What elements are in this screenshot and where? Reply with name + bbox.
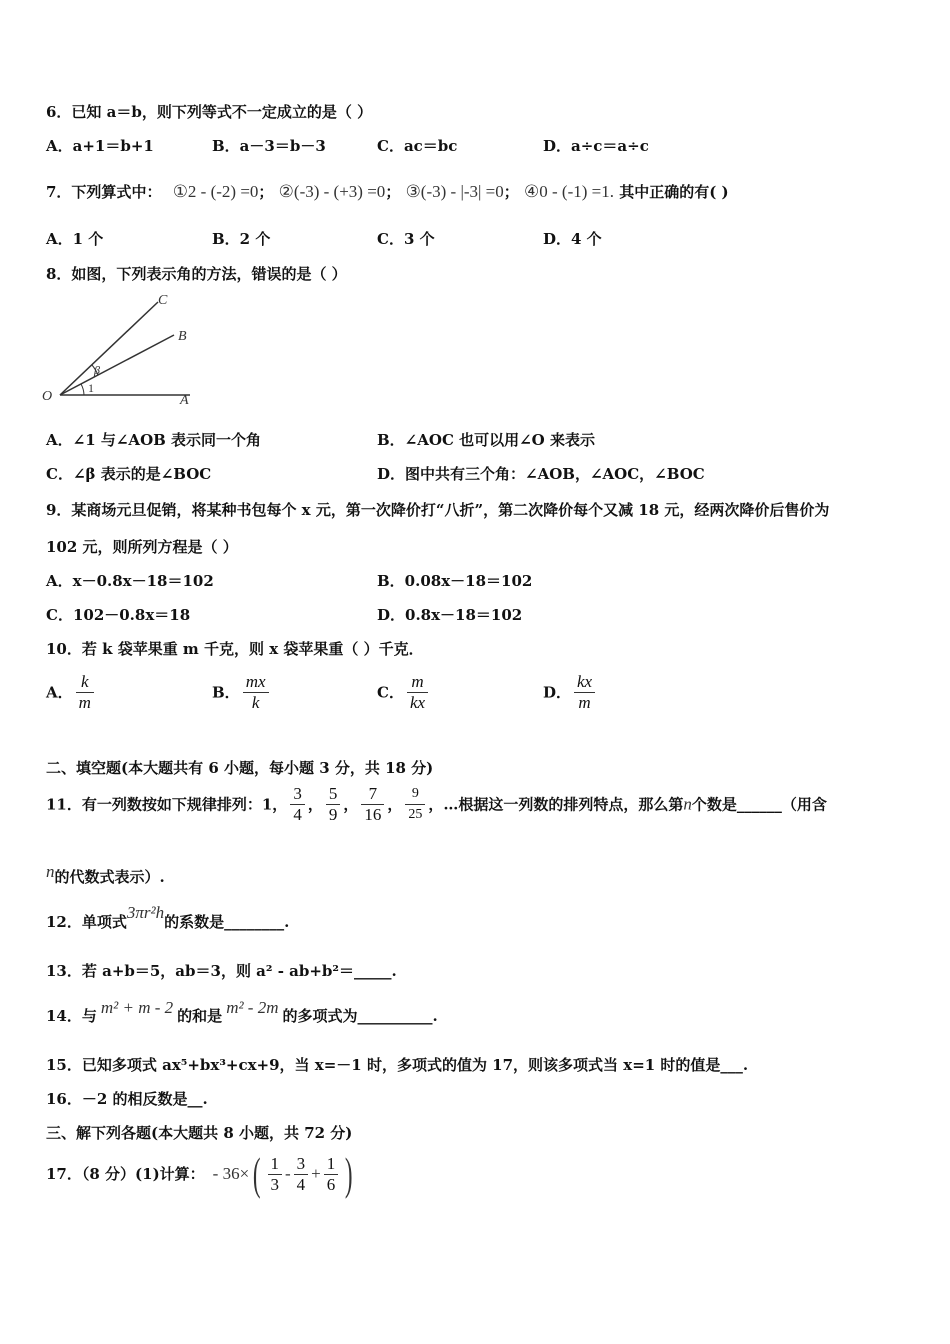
- q8-option-c: C．∠β 表示的是∠BOC: [46, 465, 212, 483]
- q8-option-d: D．图中共有三个角：∠AOB，∠AOC，∠BOC: [377, 465, 705, 483]
- q17-coefficient: - 36×: [212, 1164, 250, 1183]
- q7-item-2: ②(-3) - (+3) =0: [278, 182, 386, 201]
- q11-sep: ，: [387, 795, 403, 814]
- label-o: O: [42, 389, 53, 404]
- question-13: 13．若 a+b＝5，ab＝3，则 a² - ab+b²＝_____.: [46, 962, 397, 980]
- q9-option-d: D．0.8x－18＝102: [377, 606, 523, 624]
- q12-tail: 的系数是________.: [164, 913, 290, 931]
- q11-frac-2-num: 5: [326, 784, 341, 805]
- question-9-line-2: 102 元，则所列方程是（ ）: [46, 538, 238, 556]
- ray-ob: [60, 335, 174, 395]
- question-16: 16．－2 的相反数是__.: [46, 1090, 208, 1108]
- q10-option-a: [46, 672, 97, 713]
- q17-frac-1-num: 1: [268, 1154, 283, 1175]
- q11-frac-1-den: 4: [293, 805, 302, 824]
- q10-option-b-label: B．: [212, 683, 240, 702]
- question-12: [46, 903, 290, 932]
- q17-frac-2-num: 3: [294, 1154, 309, 1175]
- q12-expression: 3πr²h: [126, 903, 165, 922]
- q11-line2-var-n: n: [46, 862, 55, 881]
- q11-frac-3-den: 16: [364, 805, 382, 824]
- section-3-heading: 三、解下列各题(本大题共 8 小题，共 72 分): [46, 1124, 353, 1142]
- q17-lead: 17．（8 分）(1)计算：: [46, 1165, 205, 1183]
- q10-option-c-label: C．: [377, 683, 404, 702]
- q8-option-b: B．∠AOC 也可以用∠O 来表示: [377, 431, 595, 449]
- question-14: [46, 998, 438, 1026]
- label-c: C: [158, 293, 168, 308]
- q11-line2-text: 的代数式表示）.: [54, 868, 165, 886]
- q17-plus-op: +: [311, 1164, 321, 1183]
- q11-sep: ，: [428, 795, 444, 814]
- q9-option-b: B．0.08x－18＝102: [377, 572, 533, 590]
- q14-tail: 的多项式为__________.: [282, 1007, 438, 1025]
- q7-lead: 7．下列算式中：: [46, 183, 162, 201]
- q7-option-b: B．2 个: [212, 230, 271, 248]
- q10-option-c: [377, 672, 431, 713]
- q10-d-numerator: kx: [574, 672, 595, 693]
- q9-option-a: A．x－0.8x－18＝102: [46, 572, 214, 590]
- q7-item-1: ①2 - (-2) =0: [172, 182, 259, 201]
- q17-minus-op: -: [285, 1164, 291, 1183]
- q10-a-numerator: k: [76, 672, 94, 693]
- q17-frac-1-den: 3: [270, 1174, 279, 1194]
- q14-expression-2: m² - 2m: [226, 998, 279, 1017]
- question-8-stem: 8．如图，下列表示角的方法，错误的是（ ）: [46, 265, 347, 283]
- q11-frac-3-num: 7: [361, 784, 384, 805]
- q8-option-a: A．∠1 与∠AOB 表示同一个角: [46, 431, 262, 449]
- q7-option-d: D．4 个: [543, 230, 602, 248]
- q11-lead: 11．有一列数按如下规律排列：1，: [46, 795, 288, 814]
- q6-option-a: A．a+1＝b+1: [46, 137, 154, 155]
- q11-sep: ，: [307, 795, 323, 814]
- label-1: 1: [88, 381, 94, 395]
- q11-var-n: n: [683, 794, 692, 814]
- q7-tail: 其中正确的有( ): [619, 183, 729, 201]
- q6-option-c: C．ac＝bc: [377, 137, 458, 155]
- q17-frac-2-den: 4: [296, 1174, 306, 1194]
- q11-frac-4-den: 25: [408, 807, 423, 822]
- q10-c-numerator: m: [407, 672, 428, 693]
- q12-lead: 12．单项式: [46, 913, 127, 931]
- q17-right-paren: ): [345, 1148, 353, 1199]
- q7-option-c: C．3 个: [377, 230, 435, 248]
- q14-mid: 的和是: [177, 1007, 223, 1025]
- q9-option-c: C．102－0.8x＝18: [46, 606, 191, 624]
- q7-sep: ；: [503, 183, 519, 201]
- q7-sep: ；: [385, 183, 401, 201]
- q10-option-b: [212, 672, 272, 713]
- ray-oc: [60, 302, 158, 395]
- q11-mid: …根据这一列数的排列特点，那么第: [443, 795, 684, 814]
- q14-lead: 14．与: [46, 1007, 97, 1025]
- q10-option-d-label: D．: [543, 683, 572, 702]
- q10-b-denominator: k: [251, 693, 260, 712]
- question-6-stem: 6．已知 a＝b，则下列等式不一定成立的是（ ）: [46, 103, 373, 121]
- q11-frac-1-num: 3: [290, 784, 305, 805]
- q10-option-d: [543, 672, 598, 713]
- label-beta: β: [94, 363, 100, 377]
- q7-item-3: ③(-3) - |-3| =0: [405, 182, 504, 201]
- label-b: B: [178, 329, 187, 344]
- section-2-heading: 二、填空题(本大题共有 6 小题，每小题 3 分，共 18 分): [46, 759, 434, 777]
- angle-1-arc: [81, 384, 84, 395]
- q17-frac-3-num: 1: [324, 1154, 339, 1175]
- question-11-line-2: [46, 862, 165, 887]
- q6-option-d: D．a÷c＝a÷c: [543, 137, 649, 155]
- label-a: A: [180, 393, 189, 408]
- q10-c-denominator: kx: [409, 693, 426, 712]
- q7-option-a: A．1 个: [46, 230, 104, 248]
- q7-sep: ；: [258, 183, 274, 201]
- question-10-stem: 10．若 k 袋苹果重 m 千克，则 x 袋苹果重（ ）千克．: [46, 640, 424, 658]
- question-17: [46, 1150, 357, 1197]
- q10-d-denominator: m: [578, 693, 591, 712]
- q17-frac-3-den: 6: [326, 1174, 336, 1194]
- q11-sep: ，: [343, 795, 359, 814]
- question-7-stem: 7．下列算式中： ①2 - (-2) =0； ②(-3) - (+3) =0； ③(-3) - |-3| =0； ④0 - (-1) =1. 其中正确的有( ): [46, 182, 729, 201]
- q6-option-b: B．a－3＝b－3: [212, 137, 326, 155]
- q17-left-paren: (: [253, 1148, 261, 1199]
- question-15: 15．已知多项式 ax⁵+bx³+cx+9，当 x=－1 时，多项式的值为 17，则该多项式当 x=1 时的值是___.: [46, 1056, 749, 1074]
- q10-option-a-label: A．: [46, 683, 73, 702]
- angle-figure: [40, 288, 200, 410]
- question-9-line-1: 9．某商场元旦促销，将某种书包每个 x 元，第一次降价打“八折”，第二次降价每个又减 18 元，经两次降价后售价为: [46, 501, 830, 519]
- q10-a-denominator: m: [78, 693, 91, 712]
- q11-frac-4-num: 9: [405, 784, 425, 805]
- q11-tail: 个数是______（用含: [691, 795, 827, 814]
- q14-expression-1: m² + m - 2: [100, 998, 174, 1017]
- question-11-line-1: [46, 784, 827, 825]
- q11-frac-2-den: 9: [328, 805, 338, 824]
- q10-b-numerator: mx: [243, 672, 269, 693]
- q7-item-4: ④0 - (-1) =1: [524, 182, 610, 201]
